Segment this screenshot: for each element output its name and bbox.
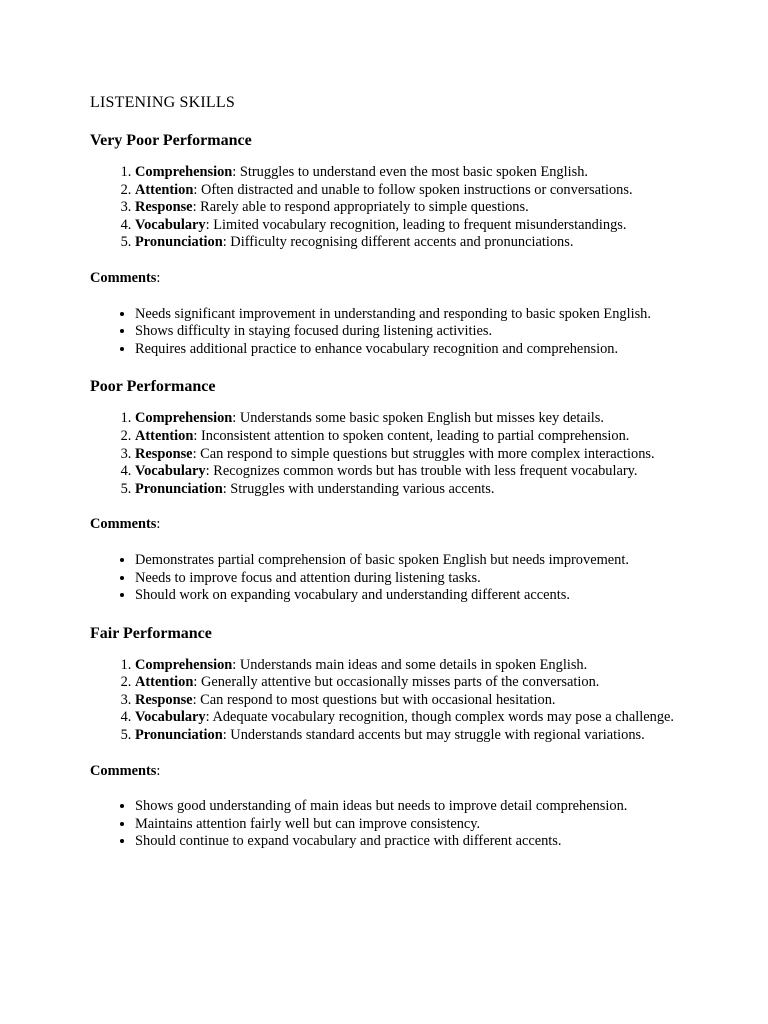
criterion-name: Vocabulary xyxy=(135,709,206,726)
comment-item: • Shows good understanding of main ideas but needs to improve detail comprehension. xyxy=(135,798,710,816)
comments-label-colon: : xyxy=(156,762,161,779)
criterion-name: Response xyxy=(135,691,193,708)
comment-item: • Should work on expanding vocabulary and understanding different accents. xyxy=(135,587,710,605)
section-heading: Fair Performance xyxy=(90,624,212,642)
criterion-name: Attention xyxy=(135,181,194,198)
criterion-name: Response xyxy=(135,445,193,462)
criterion-text: : Inconsistent attention to spoken content, leading to partial comprehension. xyxy=(193,427,630,444)
criterion-item xyxy=(135,410,710,428)
criterion-text: : Understands main ideas and some details in spoken English. xyxy=(232,656,588,673)
comments-label xyxy=(90,763,710,781)
criterion-item xyxy=(135,463,710,481)
criterion-text: : Adequate vocabulary recognition, though complex words may pose a challenge. xyxy=(205,709,674,726)
criterion-item xyxy=(135,164,710,182)
comment-item: • Maintains attention fairly well but can improve consistency. xyxy=(135,816,710,834)
comments-label-text: Comments xyxy=(90,269,157,286)
comments-label-colon: : xyxy=(156,516,161,533)
criterion-text: : Struggles with understanding various accents. xyxy=(222,480,495,497)
comments-list xyxy=(90,306,710,359)
criteria-list xyxy=(90,164,710,252)
criterion-text: : Can respond to simple questions but struggles with more complex interactions. xyxy=(192,445,655,462)
criterion-text: : Limited vocabulary recognition, leading to frequent misunderstandings. xyxy=(205,216,627,233)
comment-item: • Needs significant improvement in understanding and responding to basic spoken English. xyxy=(135,306,710,324)
criterion-item xyxy=(135,234,710,252)
comments-label xyxy=(90,516,710,534)
comments-list xyxy=(90,552,710,605)
criterion-item xyxy=(135,481,710,499)
criterion-text: : Understands some basic spoken English but misses key details. xyxy=(232,410,605,427)
criterion-text: : Often distracted and unable to follow spoken instructions or conversations. xyxy=(193,181,633,198)
criteria-list xyxy=(90,657,710,745)
criterion-item xyxy=(135,692,710,710)
comments-label-text: Comments xyxy=(90,762,157,779)
criterion-text: : Difficulty recognising different accents and pronunciations. xyxy=(222,234,574,251)
criterion-name: Comprehension xyxy=(135,656,233,673)
criterion-text: : Can respond to most questions but with occasional hesitation. xyxy=(192,691,556,708)
comment-item: • Requires additional practice to enhance vocabulary recognition and comprehension. xyxy=(135,341,710,359)
criterion-text: : Rarely able to respond appropriately to simple questions. xyxy=(192,199,529,216)
criterion-name: Response xyxy=(135,199,193,216)
criterion-item xyxy=(135,674,710,692)
criterion-name: Attention xyxy=(135,674,194,691)
criterion-name: Pronunciation xyxy=(135,480,223,497)
criterion-name: Pronunciation xyxy=(135,727,223,744)
section-fair-performance xyxy=(90,624,710,851)
section-heading: Very Poor Performance xyxy=(90,132,252,149)
criterion-item xyxy=(135,199,710,217)
criterion-text: : Generally attentive but occasionally misses parts of the conversation. xyxy=(193,674,600,691)
criterion-name: Attention xyxy=(135,427,194,444)
criterion-item xyxy=(135,182,710,200)
comments-label-text: Comments xyxy=(90,516,157,533)
criterion-item xyxy=(135,217,710,235)
document-title: LISTENING SKILLS xyxy=(90,94,235,111)
section-very-poor-performance xyxy=(90,131,710,358)
comment-item: • Shows difficulty in staying focused during listening activities. xyxy=(135,323,710,341)
comment-item: • Needs to improve focus and attention during listening tasks. xyxy=(135,570,710,588)
comments-list xyxy=(90,798,710,851)
criterion-item xyxy=(135,446,710,464)
comments-label xyxy=(90,270,710,288)
document-page xyxy=(90,93,710,851)
criterion-item xyxy=(135,428,710,446)
criterion-item xyxy=(135,709,710,727)
criterion-name: Comprehension xyxy=(135,164,233,180)
criterion-name: Pronunciation xyxy=(135,234,223,251)
criterion-text: : Recognizes common words but has trouble with less frequent vocabulary. xyxy=(205,463,638,480)
criterion-text: : Understands standard accents but may struggle with regional variations. xyxy=(222,727,645,744)
criterion-name: Comprehension xyxy=(135,410,233,427)
section-poor-performance xyxy=(90,377,710,604)
criterion-name: Vocabulary xyxy=(135,216,206,233)
criterion-item xyxy=(135,727,710,745)
comment-item: • Demonstrates partial comprehension of basic spoken English but needs improvement. xyxy=(135,552,710,570)
criteria-list xyxy=(90,410,710,498)
criterion-text: : Struggles to understand even the most basic spoken English. xyxy=(232,164,589,180)
comment-item: • Should continue to expand vocabulary and practice with different accents. xyxy=(135,833,710,851)
section-heading: Poor Performance xyxy=(90,378,216,396)
criterion-name: Vocabulary xyxy=(135,463,206,480)
criterion-item xyxy=(135,657,710,675)
comments-label-colon: : xyxy=(156,269,161,286)
